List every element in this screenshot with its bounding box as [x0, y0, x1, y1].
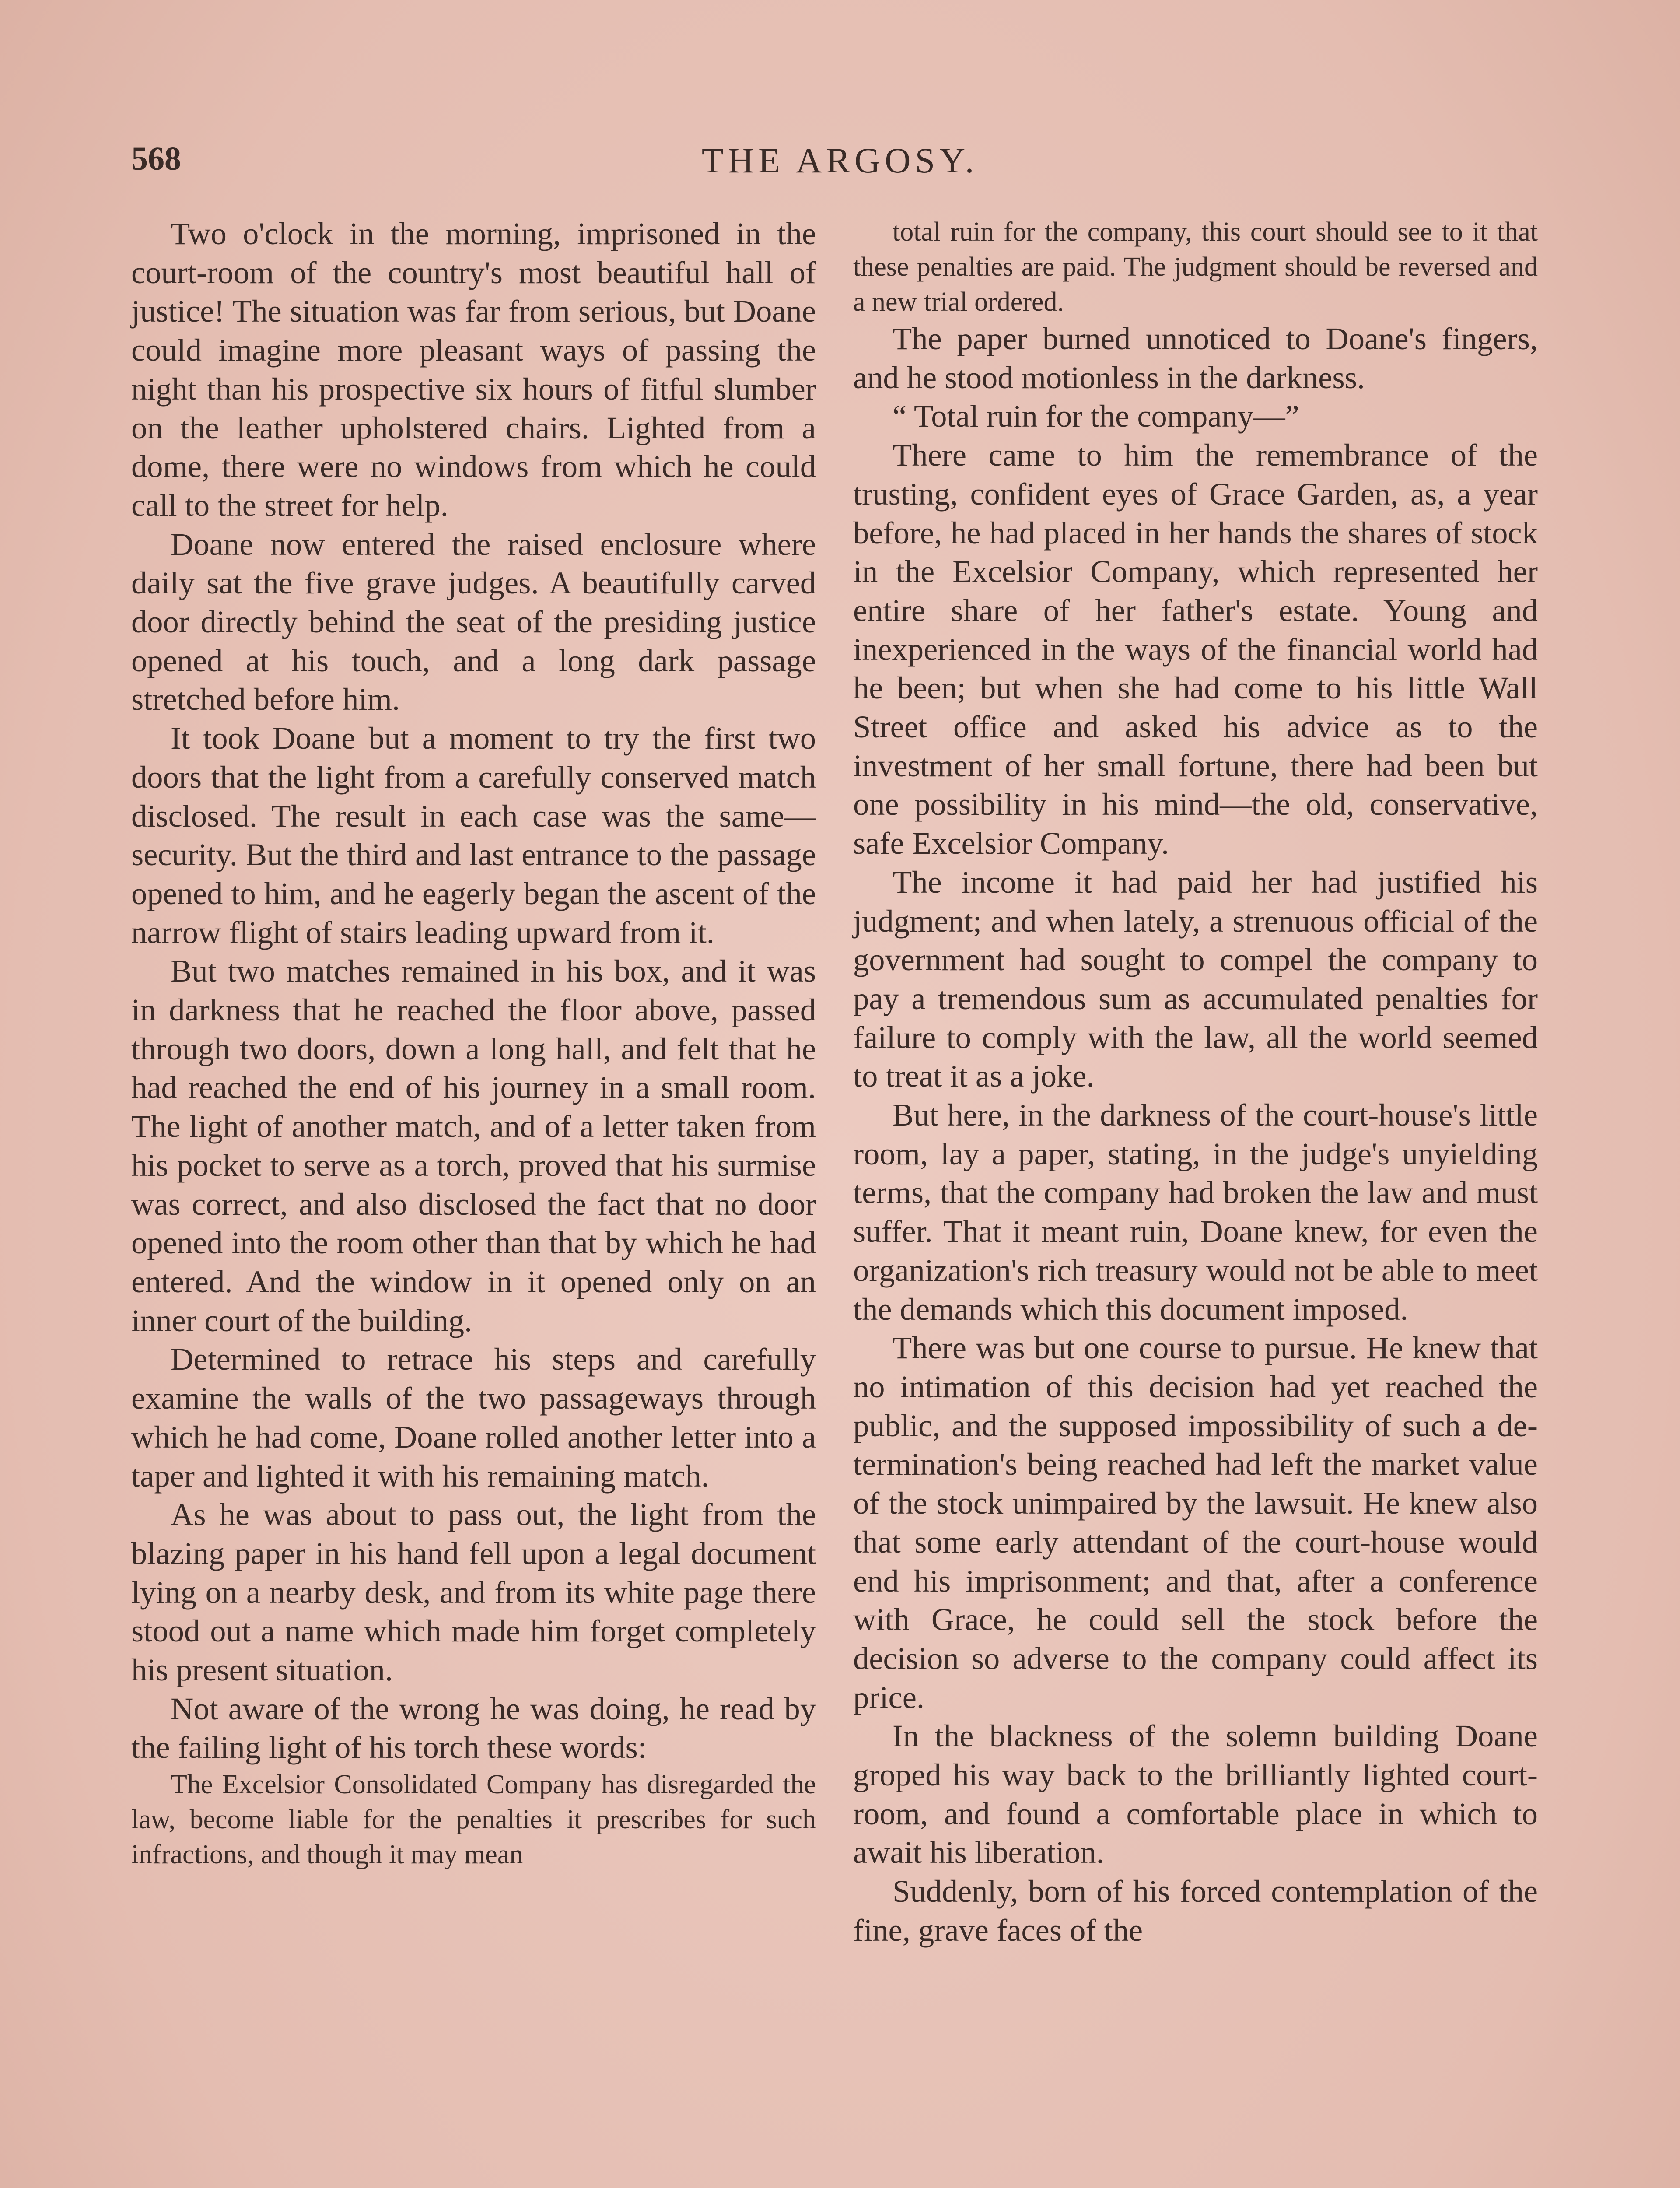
paragraph: There was but one course to pursue. He knew that no intimation of this decision had yet reached the public, and the supposed impossibility of such a determination's being reached had left the market value of the stock unimpaired by the lawsuit. He knew also that some early attendant of the court-house would end his imprisonment; and that, after a conference with Grace, he could sell the stock before the decision so adverse to the company could affect its price. — [853, 1330, 1538, 1715]
paragraph: As he was about to pass out, the light from the blazing paper in his hand fell upon a legal document lying on a nearby desk, and from its white page there stood out a name which made him forget completely his present situation. — [131, 1497, 816, 1688]
paragraph: Not aware of the wrong he was doing, he read by the failing light of his torch these words: — [131, 1690, 816, 1765]
left-column — [131, 214, 816, 1872]
paragraph: Doane now entered the raised enclosure where daily sat the five grave judges. A beautifully carved door directly behind the seat of the presiding justice opened at his touch, and a long dark passage stretched before him. — [131, 526, 816, 717]
page-header — [0, 131, 1680, 193]
paragraph: But here, in the darkness of the court-house's little room, lay a paper, stating, in the judge's unyielding terms, that the company had broken the law and must suffer. That it meant ruin, Doane knew, for even the organization's rich treasury would not be able to meet the demands which this document imposed. — [853, 1097, 1538, 1327]
paragraph: In the blackness of the solemn building Doane groped his way back to the brilliantly lighted court-room, and found a comfortable place in which to await his liberation. — [853, 1718, 1538, 1870]
paragraph: Two o'clock in the morning, imprisoned in the court-room of the country's most beautiful hall of justice! The situation was far from serious, but Doane could imagine more pleasant ways of passing the night than his prospective six hours of fitful slumber on the leather upholstered chairs. Lighted from a dome, there were no windows from which he could call to the street for help. — [131, 216, 816, 523]
legal-document-quote-continued: total ruin for the company, this court should see to it that these penalties are paid. The judgment should be reversed and a new trial ordered. — [853, 217, 1538, 317]
paragraph: “ Total ruin for the company—” — [892, 398, 1299, 434]
paragraph: The income it had paid her had justified his judgment; and when lately, a strenuous official of the government had sought to compel the company to pay a tremendous sum as accumulated penalties for failure to comply with the law, all the world seemed to treat it as a joke. — [853, 864, 1538, 1094]
paragraph: The paper burned unnoticed to Doane's fingers, and he stood motionless in the darkness. — [853, 321, 1538, 395]
right-column — [853, 214, 1538, 1950]
page-number: 568 — [131, 140, 181, 177]
paragraph: There came to him the remembrance of the trusting, confident eyes of Grace Garden, as, a year before, he had placed in her hands the shares of stock in the Excelsior Company, which represented her entire share of her father's estate. Young and inexperienced in the ways of the financial world had he been; but when she had come to his little Wall Street office and asked his advice as to the investment of her small fortune, there had been but one possibility in his mind—the old, conservative, safe Excelsior Company. — [853, 437, 1538, 861]
paragraph: Determined to retrace his steps and carefully examine the walls of the two passageways through which he had come, Doane rolled another letter into a taper and lighted it with his remaining match. — [131, 1341, 816, 1494]
paragraph: But two matches remained in his box, and it was in darkness that he reached the floor above, passed through two doors, down a long hall, and felt that he had reached the end of his journey in a small room. The light of another match, and of a letter taken from his pocket to serve as a torch, proved that his surmise was correct, and also disclosed the fact that no door opened into the room other than that by which he had entered. And the window in it opened only on an inner court of the building. — [131, 953, 816, 1338]
running-title: THE ARGOSY. — [701, 140, 979, 180]
paragraph: It took Doane but a moment to try the first two doors that the light from a carefully conserved match disclosed. The result in each case was the same—security. But the third and last entrance to the passage opened to him, and he eagerly began the ascent of the narrow flight of stairs leading upward from it. — [131, 720, 816, 950]
paragraph: Suddenly, born of his forced contemplation of the fine, grave faces of the — [853, 1873, 1538, 1948]
legal-document-quote: The Excelsior Consolidated Company has disregarded the law, become liable for the penalties it prescribes for such infractions, and though it may mean — [131, 1770, 816, 1870]
